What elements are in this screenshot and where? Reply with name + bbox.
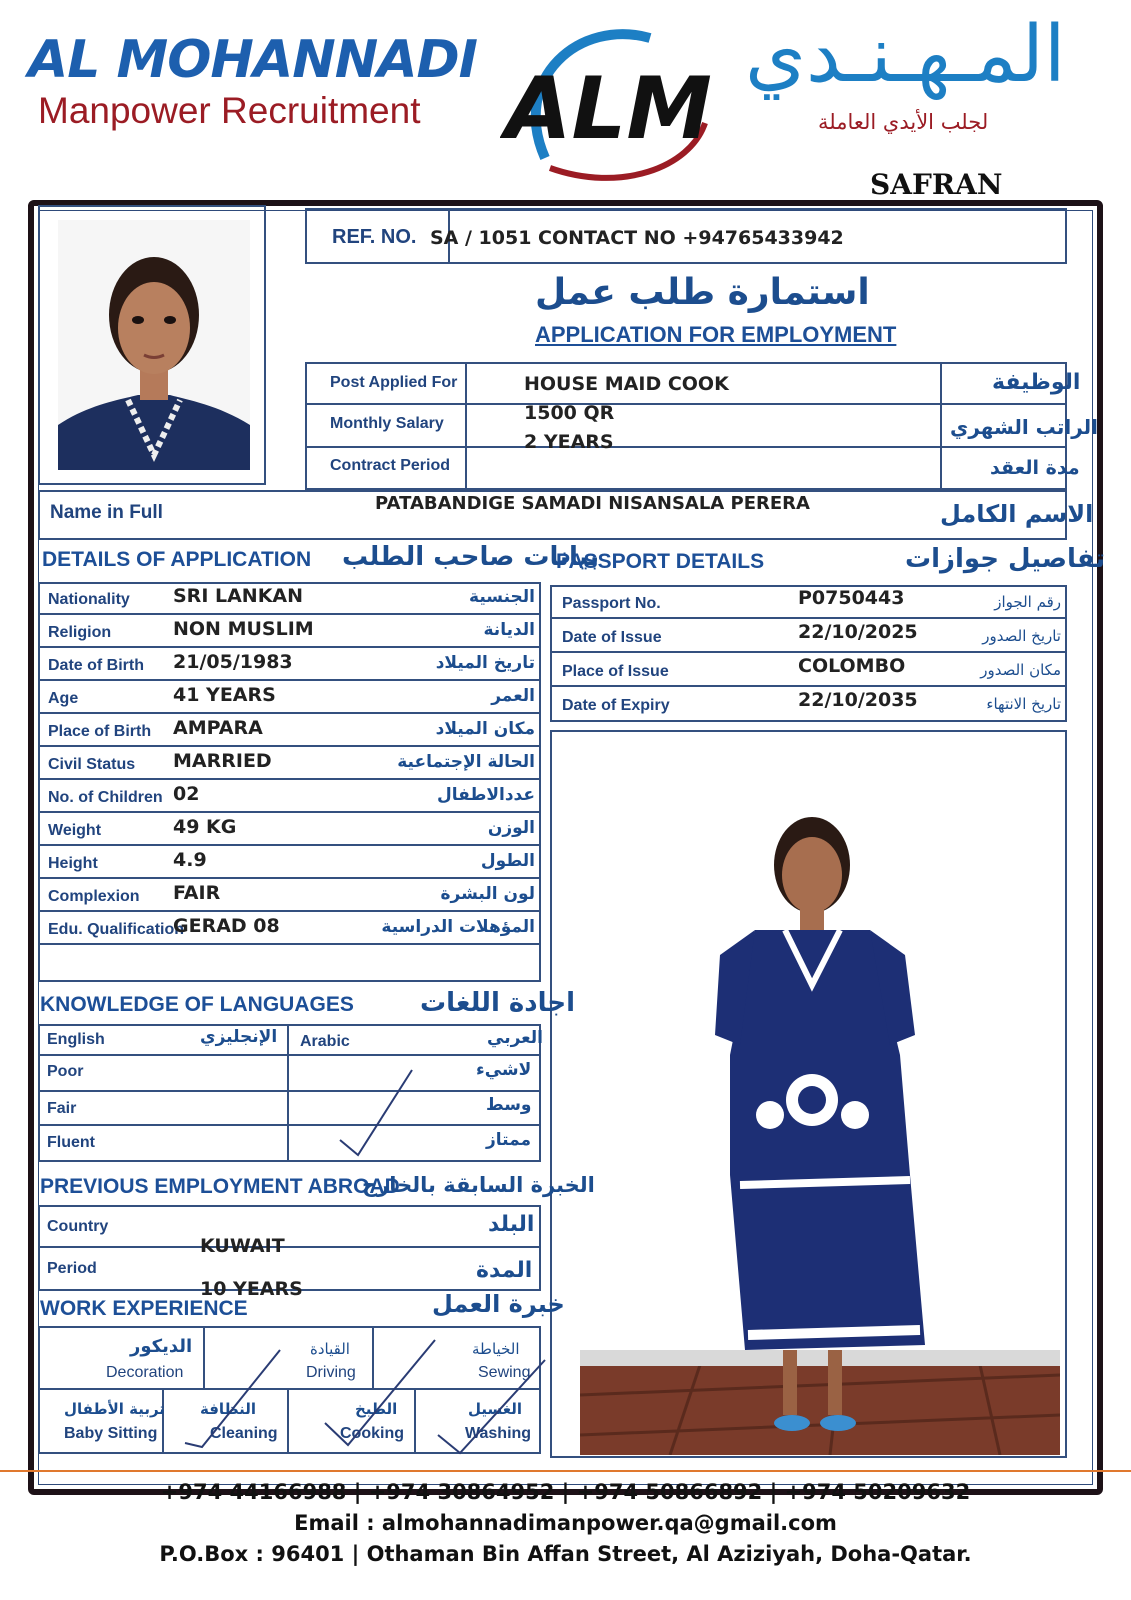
detail-label-arabic: مكان الميلاد — [435, 719, 535, 739]
detail-row — [38, 813, 541, 846]
detail-value: 4.9 — [173, 849, 207, 871]
details-heading-arabic: بيانات صاحب الطلب — [342, 542, 600, 572]
passport-row — [550, 687, 1067, 721]
passport-heading: PASSPORT DETAILS — [556, 550, 765, 573]
languages-row-divider-1 — [38, 1054, 541, 1056]
languages-row-divider-2 — [38, 1090, 541, 1092]
passport-label: Place of Issue — [562, 663, 669, 680]
period-label: Period — [47, 1260, 97, 1277]
detail-label-arabic: المؤهلات الدراسية — [381, 917, 535, 937]
passport-label-arabic: تاريخ الانتهاء — [986, 695, 1061, 713]
arabic-label-arabic: العربي — [487, 1028, 543, 1048]
previous-heading-arabic: الخبرة السابقة بالخارج — [362, 1173, 595, 1197]
checkmark-washing — [438, 1360, 545, 1453]
skill-decoration: Decoration — [106, 1364, 184, 1381]
detail-label-arabic: عددالاطفال — [436, 785, 535, 805]
detail-row — [38, 681, 541, 714]
work-heading: WORK EXPERIENCE — [40, 1297, 248, 1320]
details-heading: DETAILS OF APPLICATION — [42, 548, 312, 571]
languages-heading-arabic: اجادة اللغات — [420, 988, 576, 1018]
applicant-full-photo — [580, 755, 1060, 1455]
salary-label-arabic: الراتب الشهري — [950, 415, 1098, 439]
skill-cleaning: Cleaning — [210, 1425, 278, 1442]
country-value: KUWAIT — [200, 1235, 285, 1257]
detail-label-arabic: الوزن — [487, 818, 535, 838]
skill-washing-arabic: الغسيل — [468, 1400, 523, 1418]
skill-baby-sitting: Baby Sitting — [64, 1425, 158, 1442]
previous-heading: PREVIOUS EMPLOYMENT ABROAD — [40, 1175, 400, 1198]
detail-label: Edu. Qualification — [48, 921, 185, 938]
detail-label-arabic: الجنسية — [469, 587, 535, 607]
skill-driving: Driving — [306, 1364, 356, 1381]
form-title-arabic: استمارة طلب عمل — [535, 272, 870, 313]
detail-label: Complexion — [48, 888, 140, 905]
detail-row — [38, 879, 541, 912]
detail-value: 02 — [173, 783, 200, 805]
applicant-portrait — [58, 220, 250, 470]
languages-heading: KNOWLEDGE OF LANGUAGES — [40, 993, 354, 1016]
detail-row — [38, 582, 541, 615]
detail-row — [38, 912, 541, 945]
ref-value: SA / 1051 CONTACT NO +94765433942 — [430, 227, 844, 249]
skill-checkmarks — [180, 1335, 550, 1455]
detail-value: AMPARA — [173, 717, 263, 739]
checkmark-cooking — [325, 1340, 435, 1445]
brand-tagline-arabic: لجلب الأيدي العاملة — [818, 110, 989, 134]
passport-label-arabic: مكان الصدور — [980, 661, 1061, 679]
detail-row — [38, 615, 541, 648]
passport-row — [550, 585, 1067, 619]
level-fluent-arabic: ممتاز — [486, 1130, 532, 1150]
previous-row-divider — [38, 1246, 541, 1248]
skill-baby-sitting-arabic: تربية الأطفال — [64, 1400, 165, 1418]
post-value: HOUSE MAID COOK — [524, 373, 729, 395]
contract-label-arabic: مدة العقد — [990, 457, 1080, 479]
brand-name-english: AL MOHANNADI — [28, 30, 477, 90]
period-label-arabic: المدة — [476, 1258, 533, 1283]
contract-value: 2 YEARS — [524, 431, 614, 453]
checkmark-cleaning — [185, 1350, 280, 1447]
passport-heading-arabic: تفاصيل جوازات — [905, 544, 1106, 574]
footer-email: Email : almohannadimanpower.qa@gmail.com — [294, 1511, 837, 1535]
detail-label-arabic: العمر — [491, 686, 535, 706]
job-row-divider-1 — [305, 403, 1067, 405]
detail-row — [38, 747, 541, 780]
form-title-english: APPLICATION FOR EMPLOYMENT — [535, 322, 897, 347]
level-fair: Fair — [47, 1100, 77, 1117]
detail-value: 41 YEARS — [173, 684, 276, 706]
detail-row — [38, 846, 541, 879]
detail-value: GERAD 08 — [173, 915, 280, 937]
job-col-divider-1 — [465, 362, 467, 490]
passport-value: COLOMBO — [798, 655, 906, 677]
country-label: Country — [47, 1218, 109, 1235]
checkmark-arabic-fluent — [330, 1065, 420, 1160]
post-label: Post Applied For — [330, 374, 458, 391]
detail-value: SRI LANKAN — [173, 585, 304, 607]
detail-label: Religion — [48, 624, 112, 641]
detail-row — [38, 648, 541, 681]
detail-label-arabic: لون البشرة — [440, 884, 535, 904]
detail-value: 21/05/1983 — [173, 651, 293, 673]
footer-divider — [0, 1470, 1131, 1472]
detail-row — [38, 714, 541, 747]
level-poor: Poor — [47, 1063, 84, 1080]
job-col-divider-2 — [940, 362, 942, 490]
footer-phones: +974 44166988 | +974 30864952 | +974 50866892 | +974 50209632 — [160, 1480, 971, 1504]
work-row2-divider-1 — [162, 1388, 164, 1454]
languages-col-divider — [287, 1024, 289, 1162]
salary-label: Monthly Salary — [330, 415, 444, 432]
detail-label: Date of Birth — [48, 657, 144, 674]
detail-label-arabic: الديانة — [483, 620, 535, 640]
passport-label: Date of Issue — [562, 629, 662, 646]
work-heading-arabic: خبرة العمل — [432, 1290, 565, 1318]
period-value: 10 YEARS — [200, 1278, 303, 1300]
detail-value: MARRIED — [173, 750, 272, 772]
post-label-arabic: الوظيفة — [992, 370, 1081, 395]
passport-value: P0750443 — [798, 587, 905, 609]
passport-label: Passport No. — [562, 595, 661, 612]
skill-cleaning-arabic: النظافة — [200, 1400, 257, 1418]
job-row-divider-2 — [305, 446, 1067, 448]
detail-label: Height — [48, 855, 98, 872]
detail-label-arabic: تاريخ الميلاد — [435, 653, 535, 673]
arabic-label: Arabic — [300, 1033, 350, 1050]
ref-label: REF. NO. — [332, 226, 417, 248]
skill-sewing-arabic: الخياطة — [472, 1340, 520, 1358]
passport-label: Date of Expiry — [562, 697, 670, 714]
level-fluent: Fluent — [47, 1134, 95, 1151]
level-fair-arabic: وسط — [486, 1095, 532, 1115]
salary-value: 1500 QR — [524, 402, 615, 424]
name-label: Name in Full — [50, 502, 163, 523]
detail-label: Nationality — [48, 591, 130, 608]
logo-text: ALM — [505, 59, 712, 159]
name-value: PATABANDIGE SAMADI NISANSALA PERERA — [375, 493, 810, 514]
passport-value: 22/10/2035 — [798, 689, 918, 711]
name-label-arabic: الاسم الكامل — [940, 500, 1094, 528]
brand-name-arabic: المـهـنـدي — [745, 10, 1066, 100]
detail-label: Weight — [48, 822, 102, 839]
alm-logo — [500, 18, 735, 183]
detail-label-arabic: الحالة الإجتماعية — [397, 752, 535, 772]
detail-label: Place of Birth — [48, 723, 152, 740]
detail-label-arabic: الطول — [480, 851, 535, 871]
skill-decoration-arabic: الديكور — [130, 1336, 193, 1357]
passport-row — [550, 619, 1067, 653]
english-label: English — [47, 1031, 105, 1048]
passport-value: 22/10/2025 — [798, 621, 918, 643]
languages-table — [38, 1024, 541, 1162]
skill-washing: Washing — [465, 1425, 532, 1442]
skill-driving-arabic: القيادة — [310, 1340, 350, 1358]
contract-label: Contract Period — [330, 457, 451, 474]
passport-label-arabic: تاريخ الصدور — [982, 627, 1061, 645]
detail-label: Age — [48, 690, 79, 707]
detail-value: FAIR — [173, 882, 221, 904]
detail-label: Civil Status — [48, 756, 136, 773]
passport-label-arabic: رقم الجواز — [994, 593, 1061, 611]
languages-row-divider-3 — [38, 1124, 541, 1126]
english-label-arabic: الإنجليزي — [200, 1027, 278, 1047]
brand-tagline-english: Manpower Recruitment — [38, 90, 421, 131]
skill-cooking-arabic: الطبخ — [355, 1400, 398, 1418]
agency-name: SAFRAN — [870, 168, 1003, 201]
detail-row — [38, 780, 541, 813]
footer-address: P.O.Box : 96401 | Othaman Bin Affan Street, Al Aziziyah, Doha-Qatar. — [159, 1542, 972, 1566]
passport-row — [550, 653, 1067, 687]
detail-value: NON MUSLIM — [173, 618, 314, 640]
skill-sewing: Sewing — [478, 1364, 531, 1381]
detail-value: 49 KG — [173, 816, 237, 838]
skill-cooking: Cooking — [340, 1425, 404, 1442]
country-label-arabic: البلد — [488, 1212, 535, 1237]
detail-label: No. of Children — [48, 789, 163, 806]
level-poor-arabic: لاشيء — [476, 1060, 532, 1080]
